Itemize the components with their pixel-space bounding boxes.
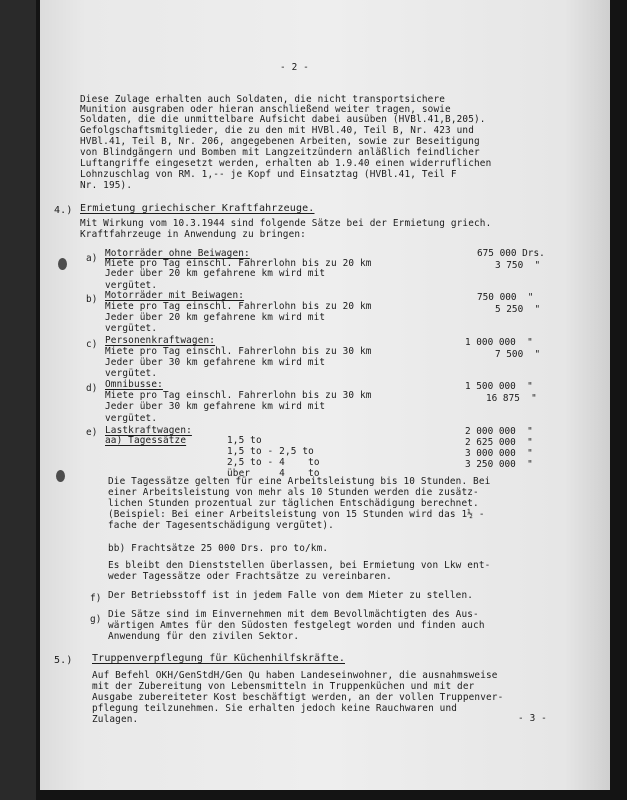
section-5-line: Ausgabe zubereiteter Kost beschäftigt werden, an der vollen Truppenver- (92, 692, 504, 703)
item-g-line: Anwendung für den zivilen Sektor. (108, 631, 300, 642)
item-e-note: fache der Tagesentschädigung vergütet). (108, 520, 334, 531)
truck-range: 1,5 to - 2,5 to (227, 446, 314, 457)
page-number-top: - 2 - (280, 62, 309, 73)
scan-border (0, 0, 36, 800)
section-5-line: pflegung teilzunehmen. Sie erhalten jedoch keine Rauchwaren und (92, 703, 458, 714)
truck-amount: 2 625 000 " (465, 437, 533, 448)
item-d-amount: 1 500 000 " (465, 381, 533, 392)
item-f-letter: f) (90, 593, 102, 604)
item-e-note: einer Arbeitsleistung von mehr als 10 Stunden werden die zusätz- (108, 487, 479, 498)
item-c-line: Miete pro Tag einschl. Fahrerlohn bis zu 30 km (105, 346, 372, 357)
truck-range: über 4 to (227, 468, 320, 479)
section-5-title: Truppenverpflegung für Küchenhilfskräfte. (92, 653, 345, 664)
item-e-remark: Es bleibt den Dienststellen überlassen, bei Ermietung von Lkw ent- (108, 560, 491, 571)
item-a-line: Miete pro Tag einschl. Fahrerlohn bis zu 20 km (105, 258, 372, 269)
page-number-bottom: - 3 - (518, 713, 547, 724)
item-e-note: Die Tagessätze gelten für eine Arbeitsleistung bis 10 Stunden. Bei (108, 476, 491, 487)
item-e-remark: weder Tagessätze oder Frachtsätze zu vereinbaren. (108, 571, 392, 582)
item-b-line: vergütet. (105, 323, 158, 334)
section-4-intro: Mit Wirkung vom 10.3.1944 sind folgende Sätze bei der Ermietung griech. (80, 218, 492, 229)
intro-line: Luftangriffe eingesetzt werden, erhalten ab 1.9.40 einen widerruflichen (80, 158, 492, 169)
truck-amount: 3 250 000 " (465, 459, 533, 470)
item-a-line: vergütet. (105, 280, 158, 291)
truck-amount: 2 000 000 " (465, 426, 533, 437)
item-d-letter: d) (86, 383, 98, 394)
item-e-freight: bb) Frachtsätze 25 000 Drs. pro to/km. (108, 543, 329, 554)
item-e-letter: e) (86, 427, 98, 438)
intro-line: von Blindgängern und Bomben mit Langzeitzündern anläßlich feindlicher (80, 147, 480, 158)
document-page (40, 0, 610, 790)
section-4-intro: Kraftfahrzeuge in Anwendung zu bringen: (80, 229, 306, 240)
item-e-note: lichen Stunden prozentual zur täglichen Entschädigung berechnet. (108, 498, 479, 509)
item-c-title: Personenkraftwagen: (105, 335, 216, 346)
item-d-amount: 16 875 " (486, 393, 537, 404)
item-b-title: Motorräder mit Beiwagen: (105, 290, 245, 301)
item-e-note: (Beispiel: Bei einer Arbeitsleistung von 15 Stunden wird das 1½ - (108, 509, 485, 520)
item-a-amount: 675 000 Drs. (477, 248, 545, 259)
section-4-number: 4.) (54, 205, 73, 216)
truck-amount: 3 000 000 " (465, 448, 533, 459)
intro-line: Munition ausgraben oder hieran anschließend weiter tragen, sowie (80, 104, 451, 115)
section-4-title: Ermietung griechischer Kraftfahrzeuge. (80, 203, 315, 214)
truck-range: 2,5 to - 4 to (227, 457, 320, 468)
item-c-letter: c) (86, 339, 98, 350)
intro-line: Lohnzuschlag von RM. 1,-- je Kopf und Einsatztag (HVBl.41, Teil F (80, 169, 457, 180)
item-d-line: vergütet. (105, 413, 158, 424)
item-c-line: Jeder über 30 km gefahrene km wird mit (105, 357, 326, 368)
intro-line: Nr. 195). (80, 180, 133, 191)
intro-line: Diese Zulage erhalten auch Soldaten, die nicht transportsichere (80, 94, 446, 105)
item-c-line: vergütet. (105, 368, 158, 379)
item-c-amount: 7 500 " (495, 349, 541, 360)
section-5-line: Zulagen. (92, 714, 139, 725)
section-5-line: mit der Zubereitung von Lebensmitteln in Truppenküchen und mit der (92, 681, 475, 692)
item-g-line: wärtigen Amtes für den Südosten festgelegt worden und finden auch (108, 620, 485, 631)
item-b-letter: b) (86, 294, 98, 305)
item-b-amount: 750 000 " (477, 292, 534, 303)
punch-hole-bottom (56, 470, 65, 482)
section-5-line: Auf Befehl OKH/GenStdH/Gen Qu haben Landeseinwohner, die ausnahmsweise (92, 670, 498, 681)
item-b-line: Jeder über 20 km gefahrene km wird mit (105, 312, 326, 323)
intro-line: HVBl.41, Teil B, Nr. 206, angegebenen Arbeiten, sowie zur Beseitigung (80, 136, 480, 147)
item-c-amount: 1 000 000 " (465, 337, 533, 348)
item-g-letter: g) (90, 614, 102, 625)
item-g-line: Die Sätze sind im Einvernehmen mit dem Bevollmächtigten des Aus- (108, 609, 479, 620)
item-a-line: Jeder über 20 km gefahrene km wird mit (105, 268, 326, 279)
item-b-amount: 5 250 " (495, 304, 541, 315)
item-d-line: Miete pro Tag einschl. Fahrerlohn bis zu 30 km (105, 390, 372, 401)
item-e-sub-label: aa) Tagessätze (105, 435, 187, 446)
intro-line: Soldaten, die die unmittelbare Aufsicht dabei ausüben (HVBl.41,B,205). (80, 114, 486, 125)
item-a-amount: 3 750 " (495, 260, 541, 271)
intro-line: Gefolgschaftsmitglieder, die zu den mit HVBl.40, Teil B, Nr. 423 und (80, 125, 475, 136)
item-e-title: Lastkraftwagen: (105, 425, 192, 436)
item-b-line: Miete pro Tag einschl. Fahrerlohn bis zu 20 km (105, 301, 372, 312)
section-5-number: 5.) (54, 655, 73, 666)
punch-hole-top (58, 258, 67, 270)
item-d-line: Jeder über 30 km gefahrene km wird mit (105, 401, 326, 412)
truck-range: 1,5 to (227, 435, 262, 446)
item-a-title: Motorräder ohne Beiwagen: (105, 248, 250, 259)
item-f-text: Der Betriebsstoff ist in jedem Falle von dem Mieter zu stellen. (108, 590, 474, 601)
item-a-letter: a) (86, 253, 98, 264)
item-d-title: Omnibusse: (105, 379, 163, 390)
